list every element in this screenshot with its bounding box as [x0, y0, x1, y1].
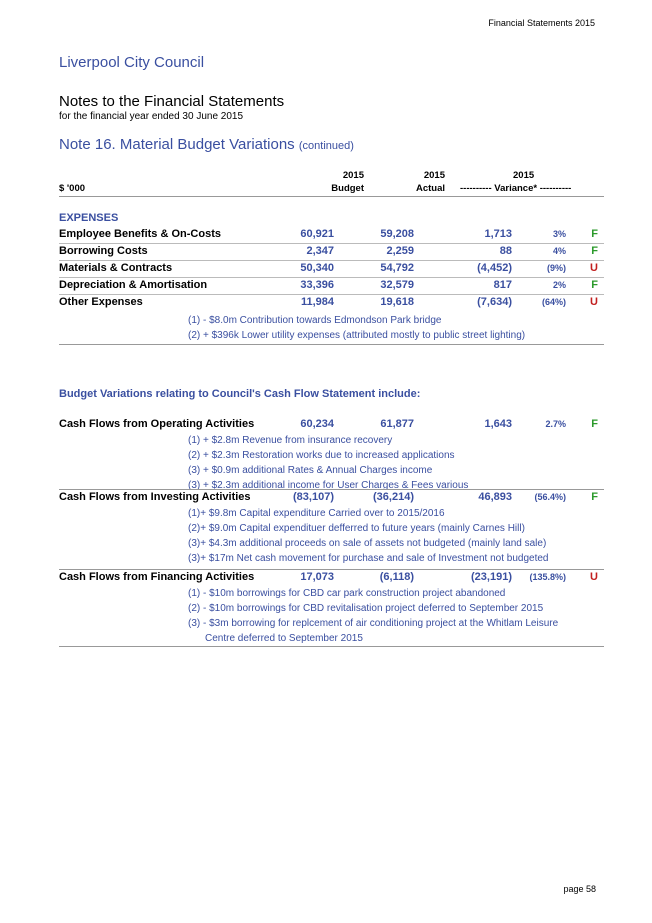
row-divider: [59, 294, 604, 295]
row-label: Cash Flows from Investing Activities: [59, 491, 251, 503]
variance-value: 46,893: [478, 491, 512, 503]
variance-value: (23,191): [471, 571, 512, 583]
actual-value: 19,618: [380, 296, 414, 308]
variance-percent: (56.4%): [534, 492, 566, 502]
variance-flag: F: [591, 491, 598, 503]
actual-value: (36,214): [373, 491, 414, 503]
budget-value: 50,340: [300, 262, 334, 274]
section-divider: [59, 646, 604, 647]
cashflow-row: [59, 491, 604, 507]
actual-value: (6,118): [379, 571, 414, 583]
variance-value: (4,452): [477, 262, 512, 274]
expense-row: [59, 228, 604, 244]
budget-value: (83,107): [293, 491, 334, 503]
cashflow-note: (2) - $10m borrowings for CBD revitalisation project deferred to September 2015: [188, 603, 544, 614]
cashflow-heading: Budget Variations relating to Council's Cash Flow Statement include:: [59, 388, 421, 400]
document-header: Financial Statements 2015: [488, 18, 595, 28]
variance-flag: F: [591, 245, 598, 257]
budget-value: 11,984: [300, 296, 334, 308]
variance-flag: F: [591, 279, 598, 291]
page-number: page 58: [563, 884, 596, 894]
variance-flag: F: [591, 418, 598, 430]
variance-flag: U: [590, 296, 598, 308]
cashflow-note: (3)+ $4.3m additional proceeds on sale of assets not budgeted (mainly land sale): [188, 538, 547, 549]
cashflow-note: (2) + $2.3m Restoration works due to increased applications: [188, 450, 455, 461]
row-divider: [59, 243, 604, 244]
variance-percent: (135.8%): [529, 572, 566, 582]
actual-value: 32,579: [380, 279, 414, 291]
actual-header: Actual: [415, 183, 445, 194]
section-divider: [59, 489, 604, 490]
variance-value: (7,634): [477, 296, 512, 308]
expenses-divider: [59, 344, 604, 345]
variance-value: 817: [493, 279, 512, 291]
variance-flag: F: [591, 228, 598, 240]
row-divider: [59, 260, 604, 261]
row-label: Other Expenses: [59, 296, 143, 308]
variance-percent: 2.7%: [545, 419, 566, 429]
variance-header: ---------- Variance* ----------: [460, 183, 572, 194]
year-variance: 2015: [513, 170, 535, 181]
note-title: [59, 136, 354, 153]
expense-row: [59, 245, 604, 261]
cashflow-note: (1) - $10m borrowings for CBD car park construction project abandoned: [188, 588, 506, 599]
notes-title: Notes to the Financial Statements: [59, 93, 285, 110]
year-budget: 2015: [342, 170, 364, 181]
variance-percent: 2%: [552, 280, 566, 290]
actual-value: 61,877: [380, 418, 414, 430]
cashflow-note: (3) - $3m borrowing for replcement of air conditioning project at the Whitlam Leisure: [188, 618, 559, 629]
row-divider: [59, 277, 604, 278]
cashflow-note: (3) + $2.3m additional income for User Charges & Fees various: [188, 480, 469, 491]
variance-value: 1,643: [484, 418, 512, 430]
row-label: Employee Benefits & On-Costs: [59, 228, 221, 240]
variance-percent: (64%): [541, 297, 566, 307]
budget-value: 60,234: [300, 418, 334, 430]
variance-flag: U: [590, 262, 598, 274]
unit-label: $ '000: [59, 183, 86, 194]
cashflow-row: [59, 418, 604, 434]
budget-value: 60,921: [300, 228, 334, 240]
expense-note: (1) - $8.0m Contribution towards Edmondson Park bridge: [188, 315, 442, 326]
actual-value: 54,792: [380, 262, 414, 274]
cashflow-note: (2)+ $9.0m Capital expendituer defferred to future years (mainly Carnes Hill): [188, 523, 525, 534]
expense-note: (2) + $396k Lower utility expenses (attributed mostly to public street lighting): [188, 330, 526, 341]
row-label: Depreciation & Amortisation: [59, 279, 208, 291]
expense-row: [59, 296, 604, 312]
variance-value: 1,713: [484, 228, 512, 240]
header-divider: [59, 196, 604, 197]
year-actual: 2015: [423, 170, 445, 181]
budget-value: 17,073: [300, 571, 334, 583]
cashflow-note: (3)+ $17m Net cash movement for purchase and sale of Investment not budgeted: [188, 553, 549, 564]
row-label: Cash Flows from Operating Activities: [59, 418, 255, 430]
cashflow-note: (1) + $2.8m Revenue from insurance recovery: [188, 435, 393, 446]
section-divider: [59, 569, 604, 570]
variance-percent: (9%): [546, 263, 566, 273]
expenses-heading: EXPENSES: [59, 212, 119, 224]
cashflow-row: [59, 571, 604, 587]
council-name: Liverpool City Council: [59, 54, 205, 71]
note-continued: (continued): [298, 140, 354, 152]
row-label: Materials & Contracts: [59, 262, 173, 274]
row-label: Cash Flows from Financing Activities: [59, 571, 255, 583]
actual-value: 2,259: [386, 245, 414, 257]
budget-value: 33,396: [300, 279, 334, 291]
notes-subtitle: for the financial year ended 30 June 2015: [59, 111, 244, 122]
note-title-text: Note 16. Material Budget Variations: [59, 136, 295, 153]
row-label: Borrowing Costs: [59, 245, 148, 257]
expense-row: [59, 262, 604, 278]
cashflow-note: Centre deferred to September 2015: [205, 633, 363, 644]
budget-header: Budget: [331, 183, 364, 194]
variance-percent: 3%: [552, 229, 566, 239]
actual-value: 59,208: [380, 228, 414, 240]
variance-value: 88: [499, 245, 512, 257]
cashflow-note: (3) + $0.9m additional Rates & Annual Charges income: [188, 465, 433, 476]
variance-flag: U: [590, 571, 598, 583]
cashflow-note: (1)+ $9.8m Capital expenditure Carried over to 2015/2016: [188, 508, 445, 519]
expense-row: [59, 279, 604, 295]
variance-percent: 4%: [552, 246, 566, 256]
budget-value: 2,347: [306, 245, 334, 257]
